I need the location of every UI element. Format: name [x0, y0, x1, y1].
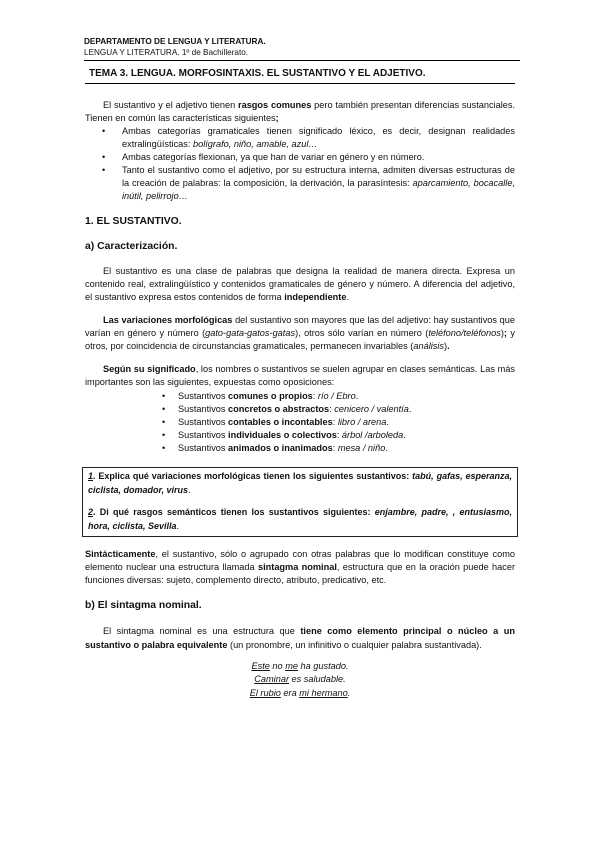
- list-item: • Ambas categorías flexionan, ya que han de variar en género y en número.: [85, 151, 515, 164]
- intro-paragraph: El sustantivo y el adjetivo tienen rasgos comunes pero también presentan diferencias sustanciales. Tienen en común las características siguientes;: [85, 100, 516, 124]
- page-title: TEMA 3. LENGUA. MORFOSINTAXIS. EL SUSTANTIVO Y EL ADJETIVO.: [89, 68, 426, 79]
- list-item: • Sustantivos contables o incontables: libro / arena.: [85, 416, 515, 429]
- example-line: El rubio era mi hermano.: [249, 687, 351, 698]
- semantic-classes-paragraph: Según su significado, los nombres o sustantivos se suelen agrupar en clases semánticas. Las más importantes son las siguientes, expuestas como oposiciones:: [85, 364, 515, 388]
- list-item: • Sustantivos individuales o colectivos: árbol /arboleda.: [85, 429, 515, 442]
- title-rule: [85, 83, 515, 84]
- exercise-box: [82, 467, 518, 537]
- morphology-paragraph: Las variaciones morfológicas del sustantivo son mayores que las del adjetivo: hay sustantivos que varían en género y número (gato-gata-gatos-gatas), otros sólo varían en número (teléfono/teléfonos); y otros, por coincidencia de circunstancias gramaticales, permanecen invariables (análisis).: [85, 315, 515, 352]
- subsection-heading-sintagma: b) El sintagma nominal.: [85, 599, 202, 611]
- common-traits-list: [85, 125, 515, 203]
- syntax-paragraph: Sintácticamente, el sustantivo, sólo o agrupado con otras palabras que lo modifican constituye como elemento nuclear una estructura llamada sintagma nominal, estructura que en la oración puede hacer funciones diversas: sujeto, complemento directo, atributo, predicativo, etc.: [85, 548, 516, 585]
- course-name: LENGUA Y LITERATURA. 1º de Bachillerato.: [84, 48, 249, 57]
- list-item: • Sustantivos animados o inanimados: mesa / niño.: [85, 442, 515, 455]
- list-item: • Sustantivos comunes o propios: río / Ebro.: [85, 390, 515, 403]
- definition-paragraph: El sustantivo es una clase de palabras que designa la realidad de manera directa. Expresa un contenido real, extralingüístico y contenidos gramaticales de género y número. A diferencia del adjetivo, el sustantivo expresa estos contenidos de forma independiente.: [85, 266, 515, 303]
- examples-block: [85, 660, 515, 701]
- example-line: Este no me ha gustado.: [251, 660, 349, 671]
- sintagma-paragraph: El sintagma nominal es una estructura que tiene como elemento principal o núcleo a un sustantivo o palabra equivalente (un pronombre, un infinitivo o cualquier palabra sustantivada).: [85, 626, 515, 650]
- list-item: • Ambas categorías gramaticales tienen significado léxico, es decir, designan realidades extralingüísticas: bolígrafo, niño, amable, azul…: [85, 125, 515, 151]
- list-item: • Sustantivos concretos o abstractos: cenicero / valentía.: [85, 403, 515, 416]
- page-header: [84, 36, 524, 58]
- subsection-heading-caracterizacion: a) Caracterización.: [85, 241, 178, 253]
- semantic-classes-list: [85, 390, 515, 455]
- exercise-1: 1. Explica qué variaciones morfológicas tienen los siguientes sustantivos: tabú, gafas, esperanza, ciclista, domador, virus.: [88, 470, 512, 495]
- example-line: Caminar es saludable.: [254, 674, 346, 685]
- header-rule: [84, 60, 520, 61]
- exercise-2: 2. Di qué rasgos semánticos tienen los sustantivos siguientes: enjambre, padre, , entusiasmo, hora, ciclista, Sevilla.: [88, 507, 512, 531]
- list-item: • Tanto el sustantivo como el adjetivo, por su estructura interna, admiten diversas estructuras de la creación de palabras: la composición, la derivación, la parasíntesis: aparcamiento, bocacalle, inútil, pelirrojo…: [85, 164, 515, 203]
- document-body: [85, 67, 515, 700]
- department-name: DEPARTAMENTO DE LENGUA Y LITERATURA.: [84, 37, 266, 46]
- section-heading-sustantivo: 1. EL SUSTANTIVO.: [85, 215, 182, 227]
